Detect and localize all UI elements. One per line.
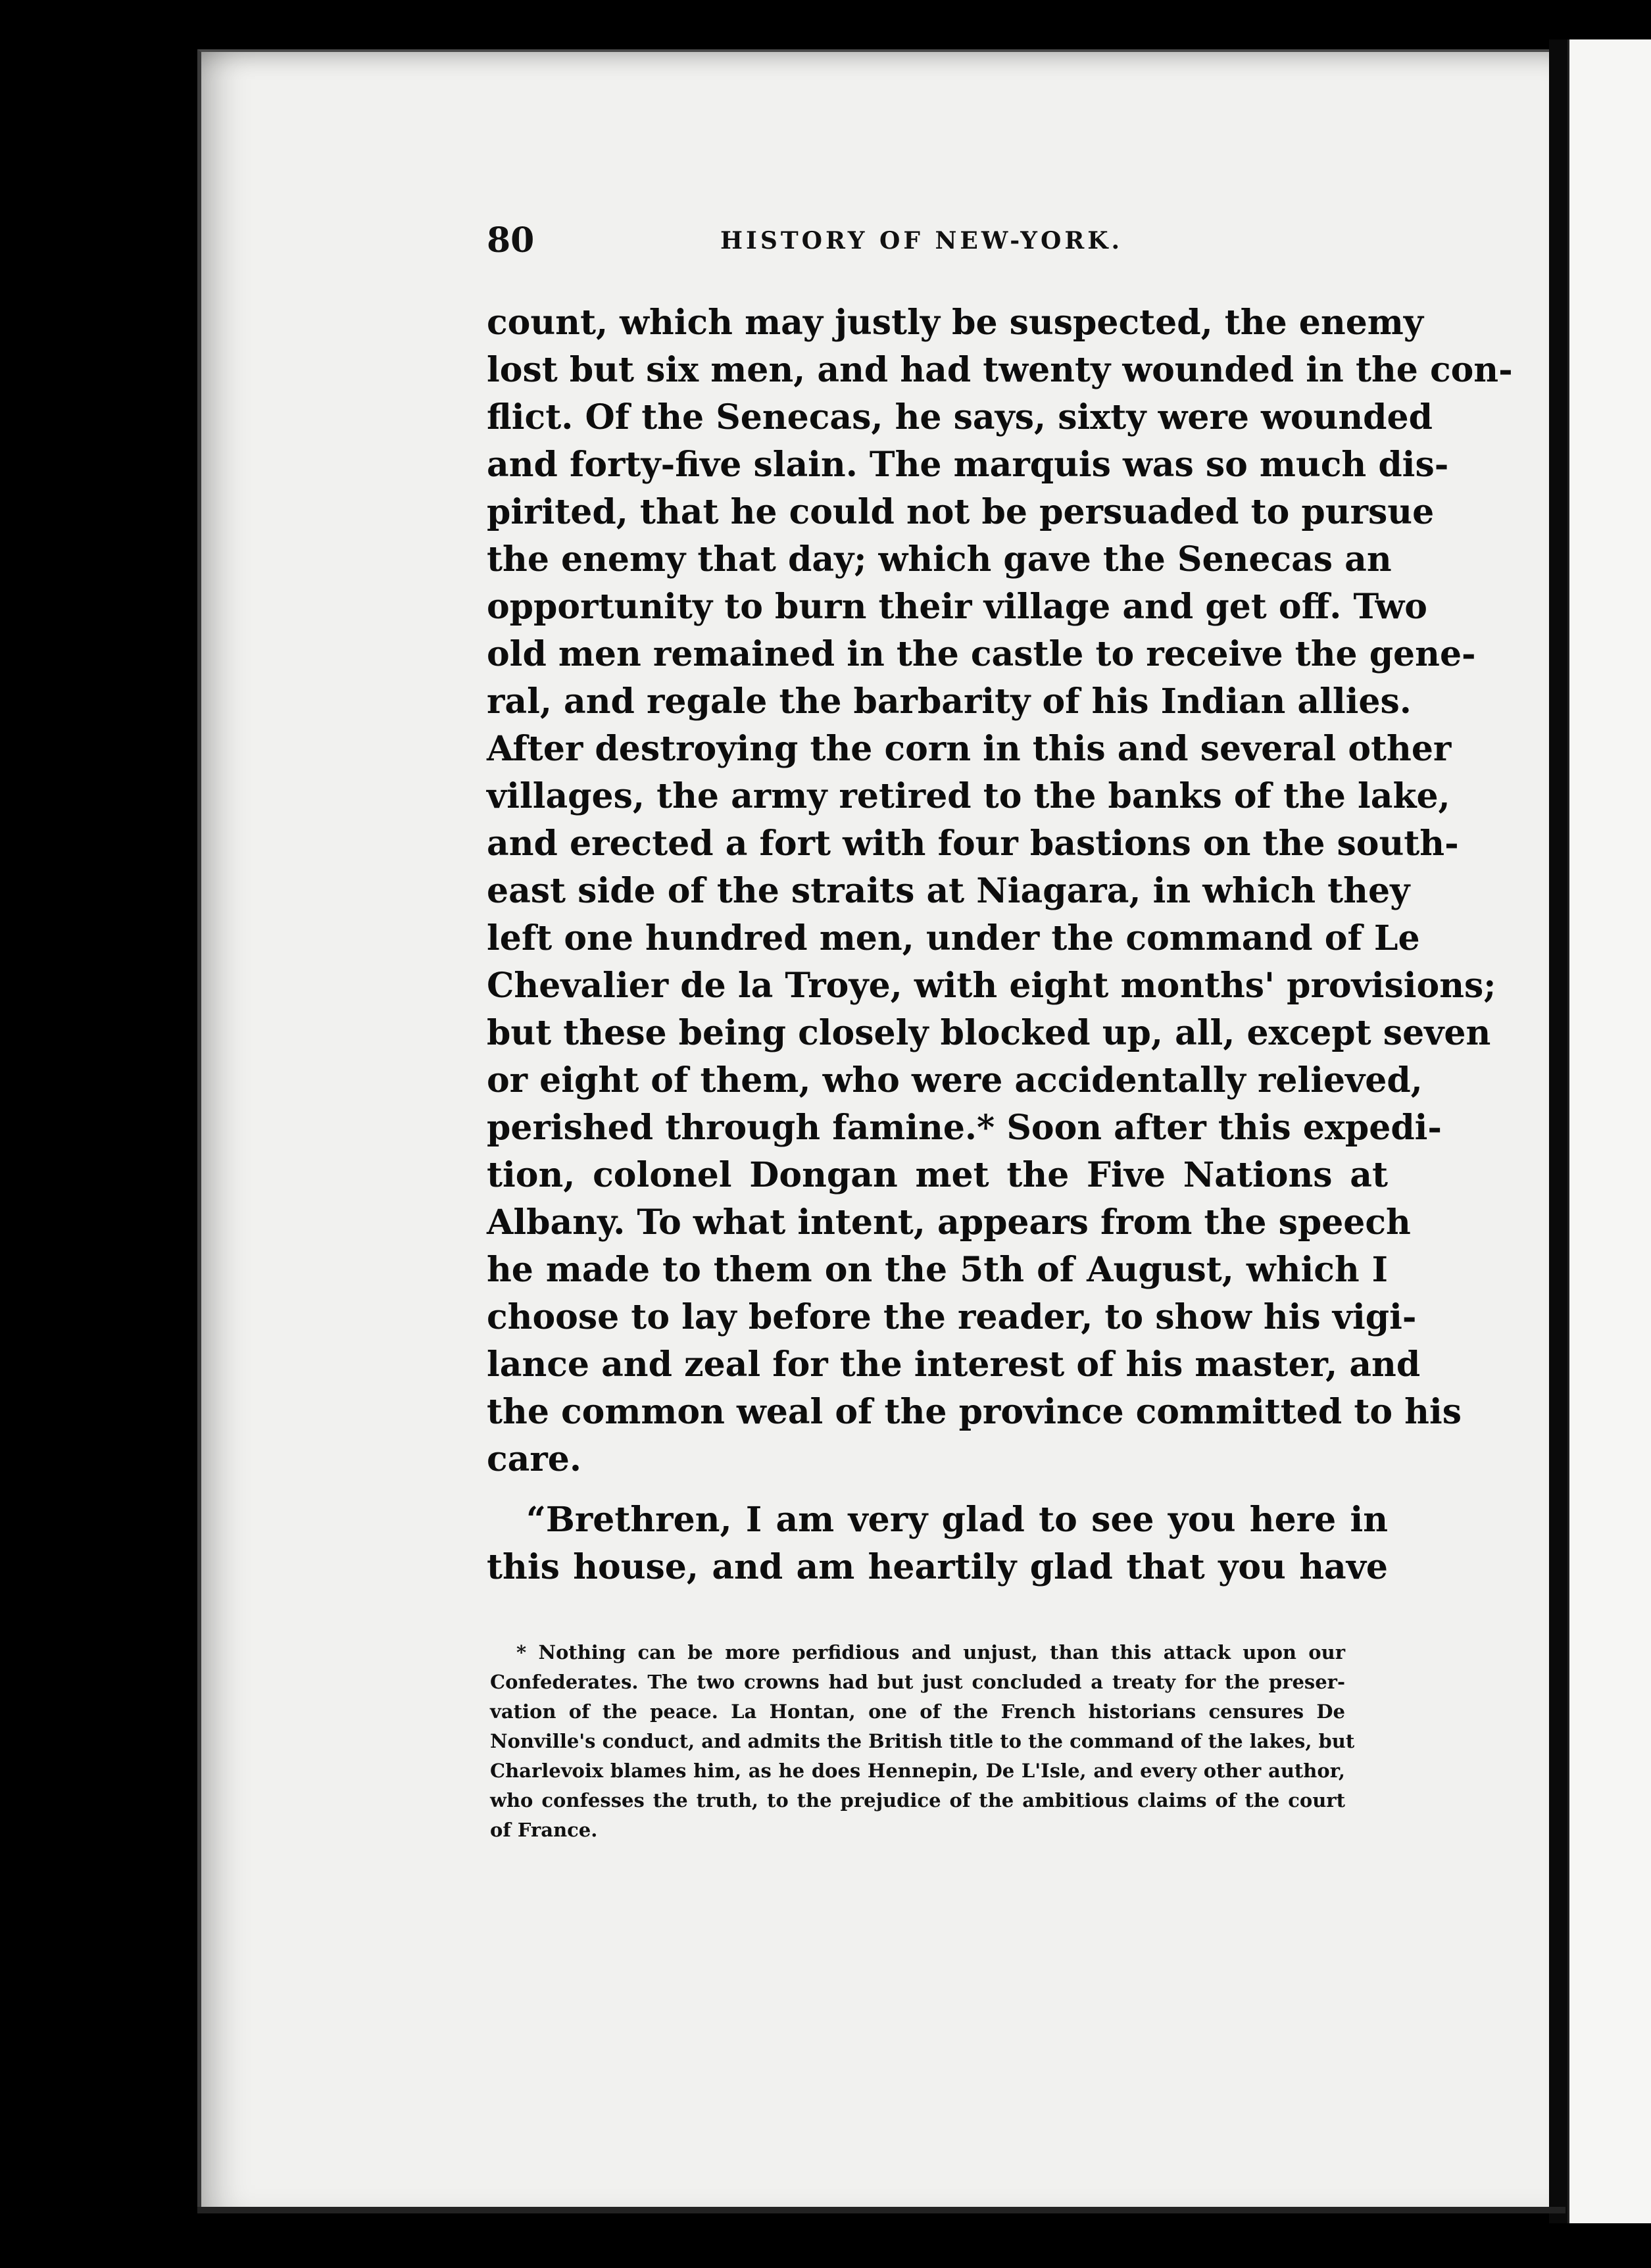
page-gutter xyxy=(1549,39,1567,2223)
body-line: opportunity to burn their village and get off. Two xyxy=(487,587,1427,627)
body-line: villages, the army retired to the banks of the lake, xyxy=(487,776,1450,816)
body-line: left one hundred men, under the command of Le xyxy=(487,918,1420,958)
body-line: flict. Of the Senecas, he says, sixty were wounded xyxy=(487,397,1433,437)
body-line: the enemy that day; which gave the Senecas an xyxy=(487,539,1392,579)
footnote-line: who confesses the truth, to the prejudice of the ambitious claims of the court xyxy=(490,1789,1345,1812)
footnote-line: * Nothing can be more perfidious and unjust, than this attack upon our xyxy=(516,1641,1345,1664)
body-line: lance and zeal for the interest of his master, and xyxy=(487,1344,1421,1385)
body-text xyxy=(487,299,1513,1591)
body-line: old men remained in the castle to receive the gene- xyxy=(487,634,1476,674)
footnote-line: vation of the peace. La Hontan, one of the French historians censures De xyxy=(490,1700,1345,1723)
body-line: east side of the straits at Niagara, in which they xyxy=(487,871,1410,911)
body-line: count, which may justly be suspected, the enemy xyxy=(487,303,1424,343)
body-line: or eight of them, who were accidentally relieved, xyxy=(487,1060,1423,1100)
speech-line: “Brethren, I am very glad to see you here in xyxy=(526,1500,1388,1540)
body-line: the common weal of the province committed to his xyxy=(487,1392,1462,1432)
paragraph-gap xyxy=(487,1483,1388,1496)
page-header xyxy=(487,220,1388,266)
body-line: choose to lay before the reader, to show his vigi- xyxy=(487,1297,1417,1337)
running-head: HISTORY OF NEW-YORK. xyxy=(720,227,1123,255)
body-line: Albany. To what intent, appears from the speech xyxy=(487,1202,1411,1243)
body-line: lost but six men, and had twenty wounded in the con- xyxy=(487,350,1513,390)
footnote-line: Confederates. The two crowns had but just concluded a treaty for the preser- xyxy=(490,1671,1345,1693)
body-line: ral, and regale the barbarity of his Indian allies. xyxy=(487,681,1412,722)
speech-line: this house, and am heartily glad that you have xyxy=(487,1547,1388,1587)
facing-page-edge xyxy=(1567,39,1651,2223)
footnote-line: Nonville's conduct, and admits the British title to the command of the lakes, but xyxy=(490,1730,1355,1752)
footnote-line: of France. xyxy=(490,1819,598,1841)
body-line: Chevalier de la Troye, with eight months' provisions; xyxy=(487,966,1496,1006)
body-line: and erected a fort with four bastions on the south- xyxy=(487,824,1459,864)
body-line: After destroying the corn in this and several other xyxy=(487,729,1452,769)
page-number: 80 xyxy=(487,220,535,260)
body-line: but these being closely blocked up, all, except seven xyxy=(487,1013,1491,1053)
footnote-line: Charlevoix blames him, as he does Hennepin, De L'Isle, and every other author, xyxy=(490,1760,1345,1782)
body-line: and forty-five slain. The marquis was so much dis- xyxy=(487,445,1449,485)
body-line: pirited, that he could not be persuaded to pursue xyxy=(487,492,1435,532)
body-line: perished through famine.* Soon after this expedi- xyxy=(487,1108,1442,1148)
footnote xyxy=(490,1638,1355,1845)
body-line: he made to them on the 5th of August, which I xyxy=(487,1250,1388,1290)
body-line: care. xyxy=(487,1439,581,1479)
page-bottom-edge xyxy=(197,2207,1565,2213)
body-line: tion, colonel Dongan met the Five Nations at xyxy=(487,1155,1388,1195)
